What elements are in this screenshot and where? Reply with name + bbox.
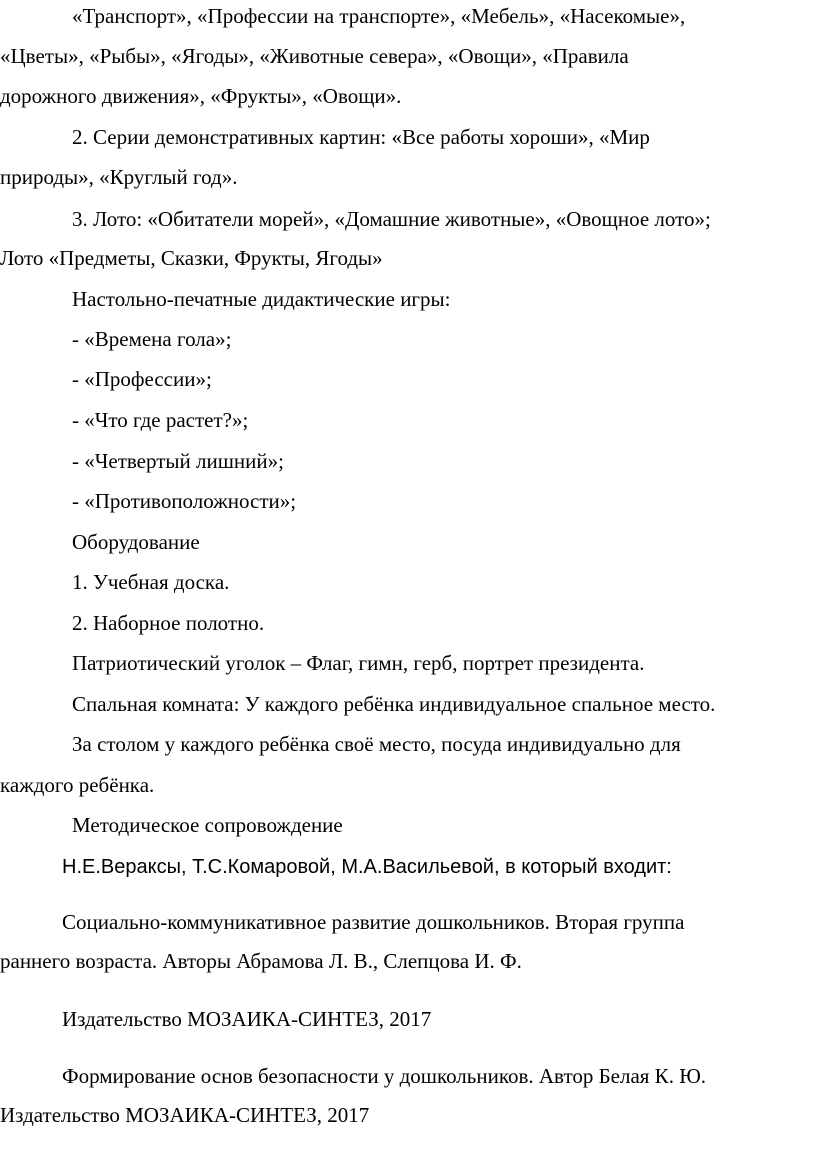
text-line: 2. Серии демонстративных картин: «Все работы хороши», «Мир	[72, 125, 650, 149]
list-item: 1. Учебная доска.	[72, 570, 230, 594]
text-line: Лото «Предметы, Сказки, Фрукты, Ягоды»	[0, 246, 383, 270]
text-line: каждого ребёнка.	[0, 773, 155, 797]
list-item: - «Противоположности»;	[72, 489, 297, 513]
section-heading: Оборудование	[72, 530, 200, 554]
list-item: 2. Наборное полотно.	[72, 611, 265, 635]
text-line: дорожного движения», «Фрукты», «Овощи».	[0, 84, 402, 108]
text-line: Патриотический уголок – Флаг, гимн, герб, портрет президента.	[72, 651, 645, 675]
list-item: - «Что где растет?»;	[72, 408, 249, 432]
text-line: Формирование основ безопасности у дошкольников. Автор Белая К. Ю.	[62, 1064, 707, 1088]
text-line: Издательство МОЗАИКА-СИНТЕЗ, 2017	[0, 1103, 370, 1127]
text-line: «Транспорт», «Профессии на транспорте», «Мебель», «Насекомые»,	[72, 4, 686, 28]
text-line: «Цветы», «Рыбы», «Ягоды», «Животные севера», «Овощи», «Правила	[0, 44, 629, 68]
text-line: природы», «Круглый год».	[0, 165, 238, 189]
text-line: Настольно-печатные дидактические игры:	[72, 287, 451, 311]
list-item: - «Времена гола»;	[72, 327, 232, 351]
text-line: Социально-коммуникативное развитие дошкольников. Вторая группа	[62, 910, 685, 934]
text-line: Спальная комната: У каждого ребёнка индивидуальное спальное место.	[72, 692, 716, 716]
list-item: - «Профессии»;	[72, 367, 212, 391]
text-line: раннего возраста. Авторы Абрамова Л. В., Слепцова И. Ф.	[0, 949, 522, 973]
text-line: Н.Е.Вераксы, Т.С.Комаровой, М.А.Васильевой, в который входит:	[62, 856, 672, 878]
text-line: 3. Лото: «Обитатели морей», «Домашние животные», «Овощное лото»;	[72, 207, 711, 231]
section-heading: Методическое сопровождение	[72, 813, 343, 837]
list-item: - «Четвертый лишний»;	[72, 449, 284, 473]
text-line: За столом у каждого ребёнка своё место, посуда индивидуально для	[72, 732, 681, 756]
text-line: Издательство МОЗАИКА-СИНТЕЗ, 2017	[62, 1007, 432, 1031]
